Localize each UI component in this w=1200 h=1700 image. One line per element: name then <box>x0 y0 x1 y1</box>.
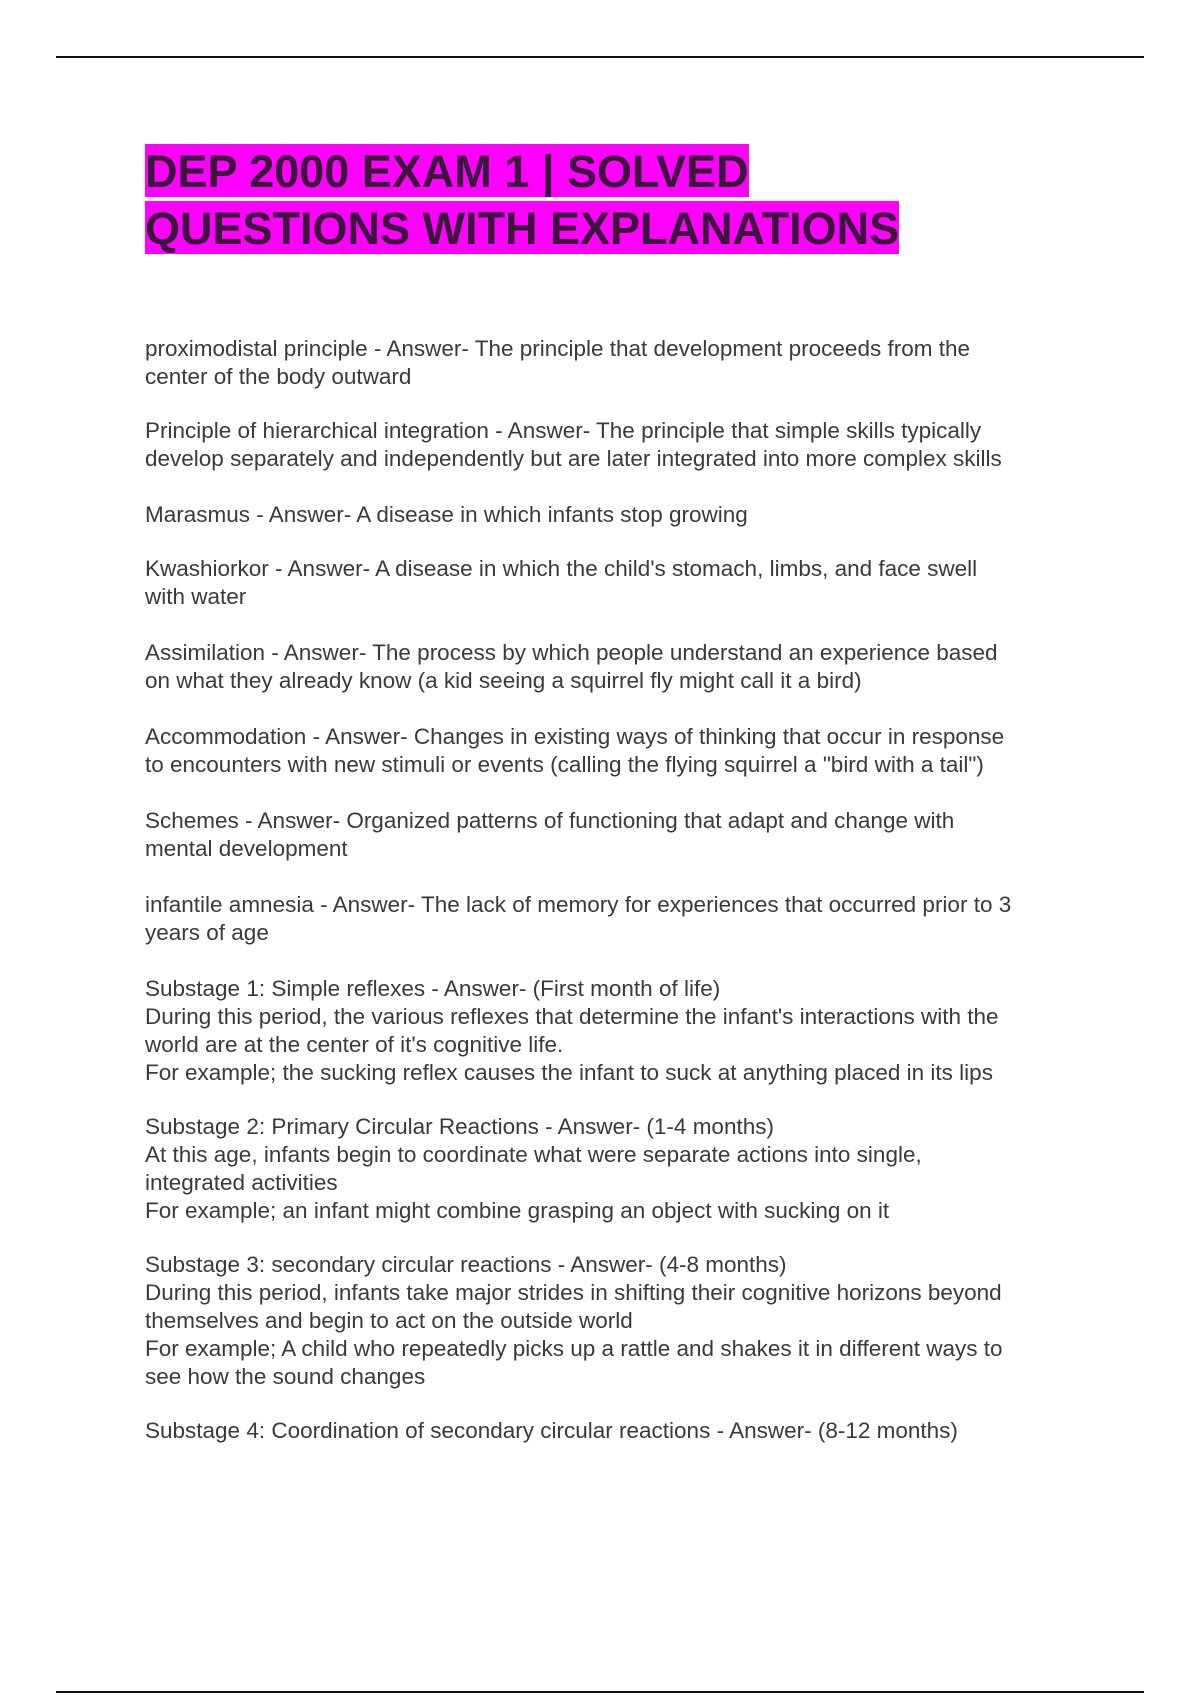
entry-line: At this age, infants begin to coordinate what were separate actions into single, <box>145 1142 922 1167</box>
entry-line: Accommodation - Answer- Changes in existing ways of thinking that occur in response <box>145 724 1005 749</box>
bottom-rule <box>56 1691 1144 1693</box>
entry-line: Substage 3: secondary circular reactions - Answer- (4-8 months) <box>145 1252 787 1277</box>
title-line-1: DEP 2000 EXAM 1 | SOLVED <box>145 146 749 197</box>
entry-line: Principle of hierarchical integration - Answer- The principle that simple skills typically <box>145 418 982 443</box>
entry-line: themselves and begin to act on the outside world <box>145 1308 633 1333</box>
entry-line: During this period, infants take major strides in shifting their cognitive horizons beyond <box>145 1280 1002 1305</box>
entry-line: Assimilation - Answer- The process by which people understand an experience based <box>145 640 998 665</box>
top-rule <box>56 56 1144 58</box>
qa-entry <box>145 335 1095 391</box>
entry-line: on what they already know (a kid seeing a squirrel fly might call it a bird) <box>145 668 862 693</box>
entry-line: see how the sound changes <box>145 1364 426 1389</box>
entry-line: During this period, the various reflexes that determine the infant's interactions with the <box>145 1004 999 1029</box>
entry-line: proximodistal principle - Answer- The principle that development proceeds from the <box>145 336 970 361</box>
entry-line: For example; A child who repeatedly picks up a rattle and shakes it in different ways to <box>145 1336 1003 1361</box>
qa-entry <box>145 1113 1095 1225</box>
entry-line: develop separately and independently but are later integrated into more complex skills <box>145 446 1002 471</box>
entry-line: Marasmus - Answer- A disease in which infants stop growing <box>145 502 748 527</box>
entry-line: Substage 4: Coordination of secondary circular reactions - Answer- (8-12 months) <box>145 1418 958 1443</box>
entry-line: For example; an infant might combine grasping an object with sucking on it <box>145 1198 890 1223</box>
qa-entry <box>145 1251 1095 1391</box>
document-title <box>145 143 1105 257</box>
entry-line: integrated activities <box>145 1170 338 1195</box>
title-line-2: QUESTIONS WITH EXPLANATIONS <box>145 203 900 254</box>
entry-line: infantile amnesia - Answer- The lack of memory for experiences that occurred prior to 3 <box>145 892 1012 917</box>
entry-line: to encounters with new stimuli or events (calling the flying squirrel a "bird with a tail") <box>145 752 984 777</box>
entry-line: years of age <box>145 920 269 945</box>
qa-entry <box>145 807 1095 863</box>
qa-entry <box>145 975 1095 1087</box>
entry-line: Kwashiorkor - Answer- A disease in which the child's stomach, limbs, and face swell <box>145 556 978 581</box>
qa-entry <box>145 417 1095 473</box>
entry-line: For example; the sucking reflex causes the infant to suck at anything placed in its lips <box>145 1060 993 1085</box>
entry-line: Schemes - Answer- Organized patterns of functioning that adapt and change with <box>145 808 955 833</box>
entry-line: Substage 1: Simple reflexes - Answer- (First month of life) <box>145 976 721 1001</box>
qa-entry <box>145 891 1095 947</box>
qa-entry <box>145 555 1095 611</box>
qa-list <box>145 335 1095 1445</box>
qa-entry <box>145 723 1095 779</box>
entry-line: Substage 2: Primary Circular Reactions - Answer- (1-4 months) <box>145 1114 774 1139</box>
entry-line: mental development <box>145 836 348 861</box>
qa-entry <box>145 639 1095 695</box>
entry-line: world are at the center of it's cognitive life. <box>145 1032 564 1057</box>
entry-line: center of the body outward <box>145 364 412 389</box>
qa-entry <box>145 1417 1095 1445</box>
qa-entry <box>145 501 1095 529</box>
entry-line: with water <box>145 584 247 609</box>
